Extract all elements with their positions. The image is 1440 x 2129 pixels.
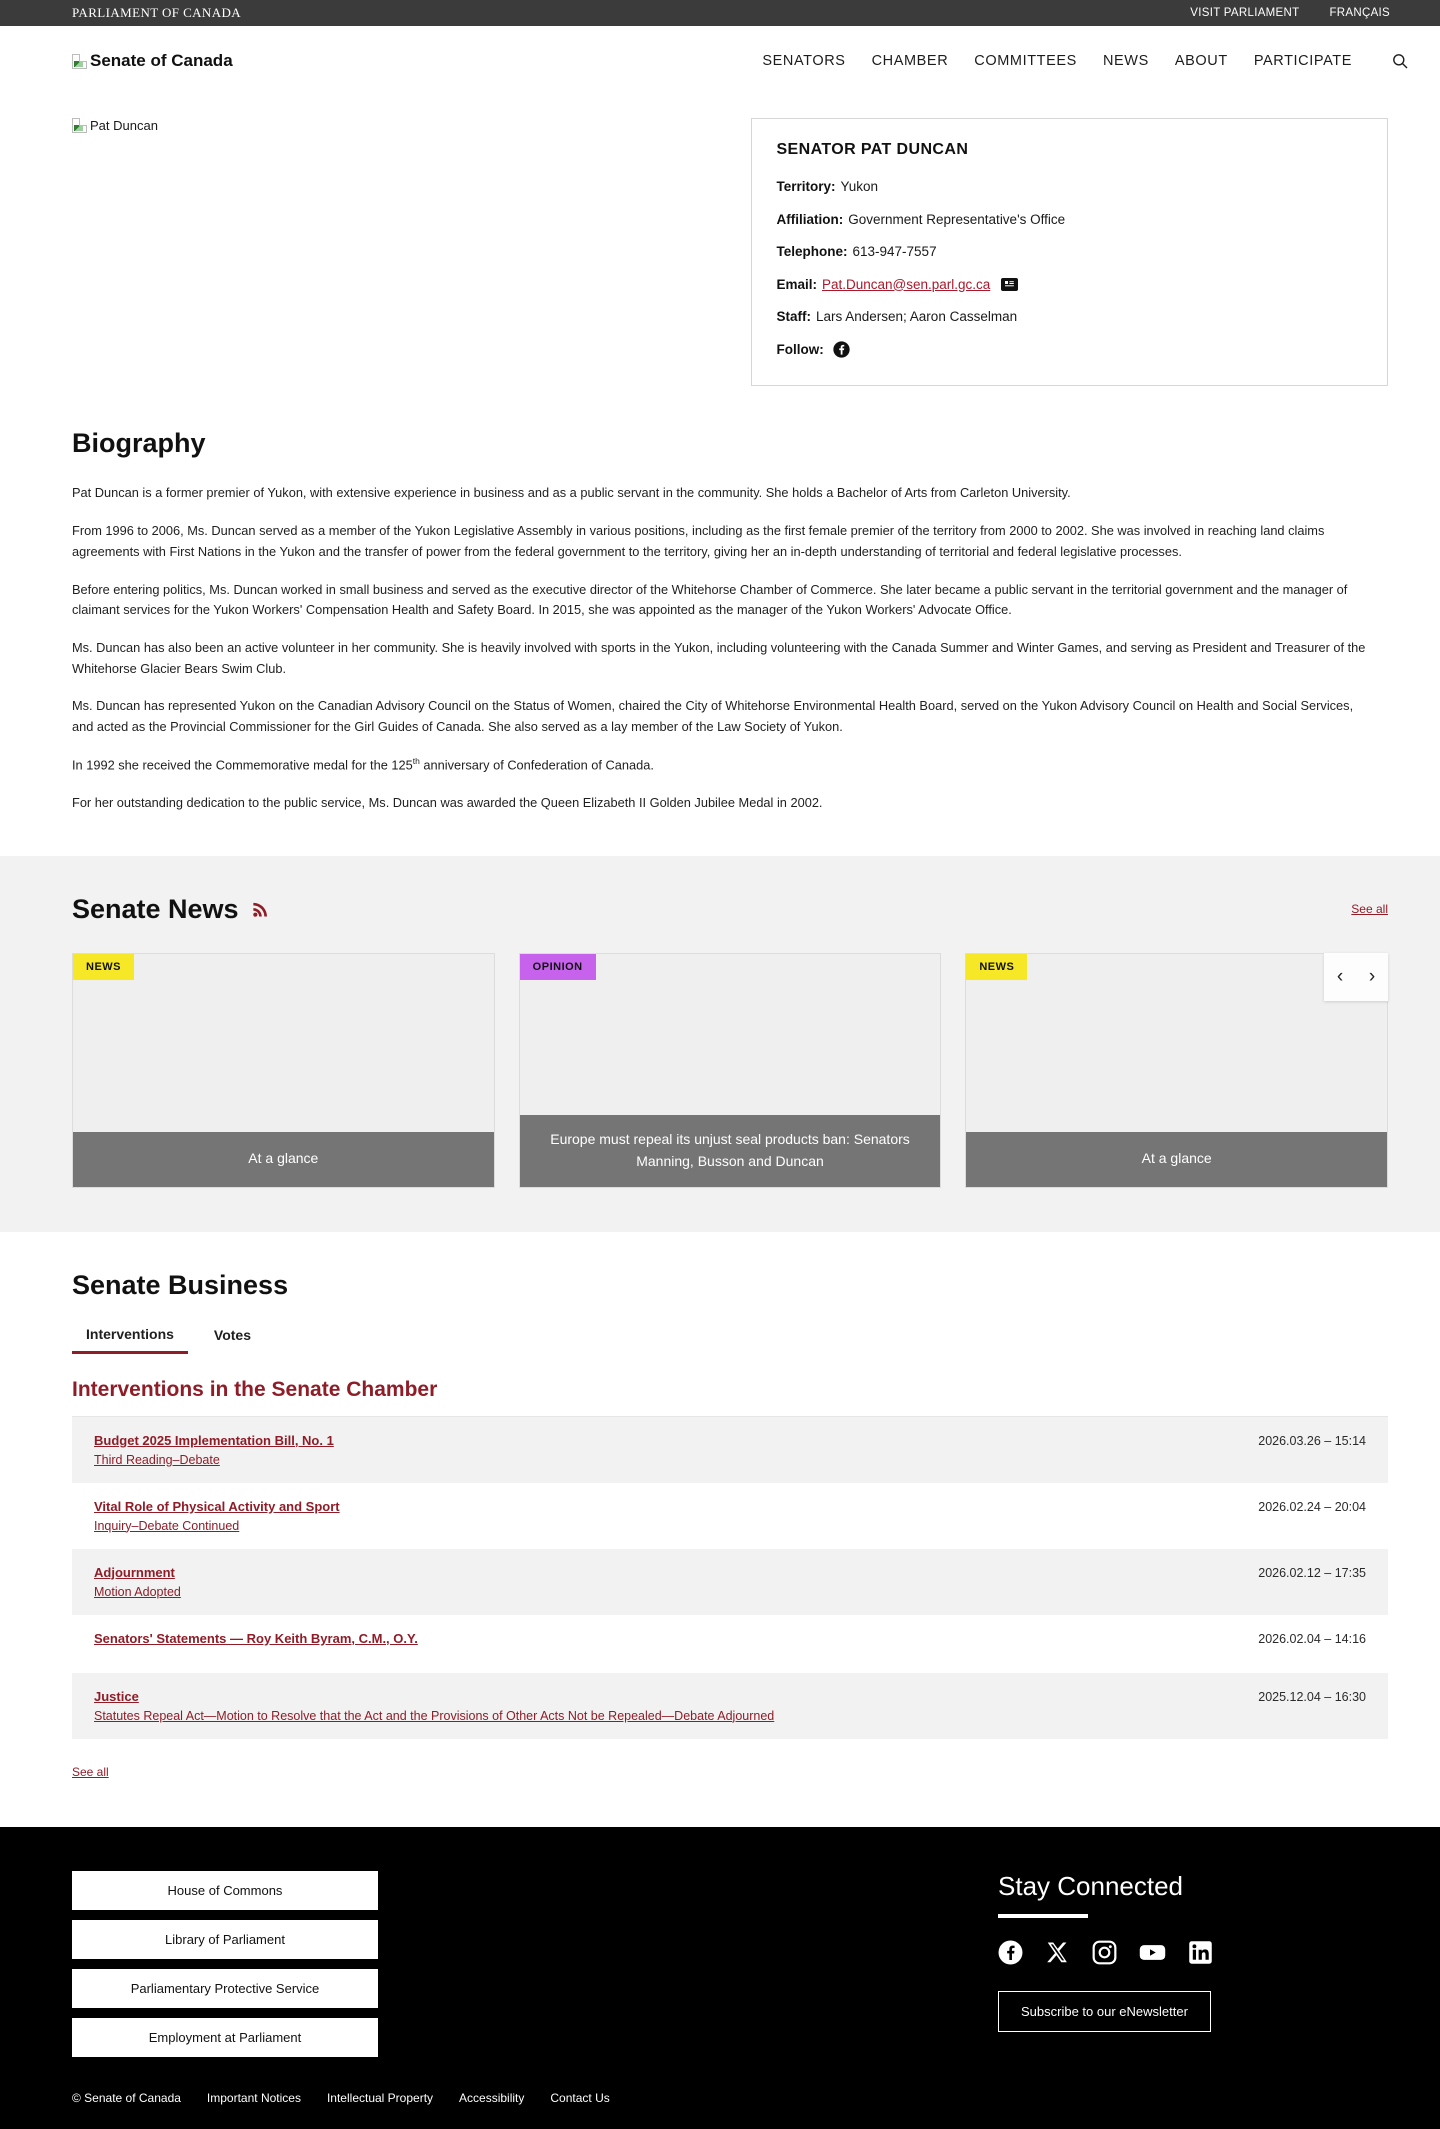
- nav-item-committees[interactable]: COMMITTEES: [974, 53, 1077, 69]
- news-carousel-controls: [1324, 953, 1388, 1001]
- table-row[interactable]: [72, 1615, 1388, 1673]
- biography-paragraph: Pat Duncan is a former premier of Yukon, with extensive experience in business and as a public servant in the community. She holds a Bachelor of Arts from Carleton University.: [72, 485, 1071, 501]
- utility-bar: [0, 0, 1440, 26]
- site-footer: [0, 1827, 1440, 2091]
- staff-value: Lars Andersen; Aaron Casselman: [815, 309, 1018, 325]
- senator-portrait: [72, 118, 711, 133]
- affiliation-label: Affiliation:: [776, 211, 844, 227]
- stay-connected-block: [998, 1871, 1388, 2057]
- site-header: [0, 26, 1440, 96]
- footer-link-intellectual-property[interactable]: Intellectual Property: [326, 2090, 434, 2105]
- card-badge: OPINION: [520, 954, 596, 980]
- staff-row: [776, 307, 1363, 327]
- intervention-date: 2026.02.04 – 14:16: [1258, 1631, 1366, 1646]
- intervention-title-link[interactable]: Vital Role of Physical Activity and Sport: [94, 1498, 340, 1514]
- card-caption: At a glance: [73, 1132, 494, 1187]
- interventions-subheading: Interventions in the Senate Chamber: [72, 1377, 438, 1401]
- news-card[interactable]: [72, 953, 495, 1188]
- interventions-list: [72, 1416, 1388, 1739]
- territory-row: [776, 177, 1363, 197]
- linkedin-icon[interactable]: [1188, 1940, 1213, 1965]
- nav-item-chamber[interactable]: CHAMBER: [871, 53, 949, 69]
- facebook-icon[interactable]: [833, 341, 850, 358]
- footer-link-library-of-parliament[interactable]: Library of Parliament: [72, 1920, 378, 1959]
- email-link[interactable]: Pat.Duncan@sen.parl.gc.ca: [822, 276, 991, 292]
- row-text-group: [94, 1689, 774, 1723]
- carousel-prev-button[interactable]: ‹: [1324, 953, 1356, 1001]
- nav-item-participate[interactable]: PARTICIPATE: [1253, 53, 1352, 69]
- footer-link-buttons: [72, 1871, 378, 2057]
- senator-portrait-column: [72, 118, 711, 133]
- footer-link-parliamentary-protective-service[interactable]: Parliamentary Protective Service: [72, 1969, 378, 2008]
- intervention-subtitle-link[interactable]: Statutes Repeal Act—Motion to Resolve that the Act and the Provisions of Other Acts Not be Repealed—Debate Adjourned: [94, 1708, 775, 1723]
- biography-heading: Biography: [72, 428, 206, 459]
- senator-hero: [0, 96, 1440, 416]
- rss-icon[interactable]: [251, 900, 270, 919]
- senate-logo-link[interactable]: [72, 51, 233, 71]
- intervention-title-link[interactable]: Budget 2025 Implementation Bill, No. 1: [94, 1432, 334, 1448]
- intervention-date: 2025.12.04 – 16:30: [1258, 1689, 1366, 1704]
- tab-votes[interactable]: Votes: [200, 1321, 265, 1354]
- card-caption: At a glance: [966, 1132, 1387, 1187]
- subscribe-newsletter-button[interactable]: Subscribe to our eNewsletter: [998, 1991, 1211, 2032]
- biography-paragraph: For her outstanding dedication to the public service, Ms. Duncan was awarded the Queen Elizabeth II Golden Jubilee Medal in 2002.: [72, 794, 823, 810]
- senate-business-section: [0, 1232, 1440, 1827]
- portrait-alt-text: Pat Duncan: [90, 118, 158, 133]
- intervention-subtitle-link[interactable]: Motion Adopted: [94, 1584, 181, 1599]
- row-text-group: [94, 1499, 340, 1533]
- card-badge: NEWS: [966, 954, 1027, 980]
- senate-news-header: [72, 894, 1388, 925]
- row-text-group: [94, 1433, 334, 1467]
- senate-business-heading: Senate Business: [72, 1269, 289, 1300]
- affiliation-row: [776, 210, 1363, 230]
- footer-link-house-of-commons[interactable]: House of Commons: [72, 1871, 378, 1910]
- news-card[interactable]: [519, 953, 942, 1188]
- intervention-title-link[interactable]: Adjournment: [94, 1564, 175, 1580]
- medal-ordinal-suffix: th: [412, 755, 420, 766]
- biography-paragraph: Ms. Duncan has represented Yukon on the Canadian Advisory Council on the Status of Women, chaired the City of Whitehorse Environmental Health Board, served on the Yukon Advisory Council on Health and Social Services, and acted as the Provincial Commissioner for the Girl Guides of Canada. She also served as a lay member of the Law Society of Yukon.: [72, 698, 1354, 735]
- medal-suffix-text: anniversary of Confederation of Canada.: [419, 757, 654, 773]
- logo-alt-text: Senate of Canada: [90, 51, 233, 70]
- footer-link-employment-at-parliament[interactable]: Employment at Parliament: [72, 2018, 378, 2057]
- senator-info-card: [751, 118, 1388, 386]
- territory-value: Yukon: [840, 179, 879, 194]
- follow-label: Follow:: [776, 341, 824, 357]
- carousel-next-button[interactable]: ›: [1356, 953, 1388, 1001]
- senate-news-heading: Senate News: [72, 893, 239, 924]
- table-row[interactable]: [72, 1673, 1388, 1739]
- table-row[interactable]: [72, 1549, 1388, 1615]
- biography-medal-paragraph: [72, 755, 1370, 776]
- facebook-icon[interactable]: [998, 1940, 1023, 1965]
- telephone-row: [776, 242, 1363, 262]
- table-row[interactable]: [72, 1483, 1388, 1549]
- follow-row: [776, 340, 1363, 360]
- affiliation-value: Government Representative's Office: [848, 211, 1066, 227]
- card-caption: Europe must repeal its unjust seal products ban: Senators Manning, Busson and Duncan: [520, 1115, 941, 1186]
- row-text-group: [94, 1565, 181, 1599]
- parliament-brand-label: PARLIAMENT OF CANADA: [72, 5, 242, 20]
- vcard-icon[interactable]: [1001, 278, 1018, 291]
- broken-image-icon: [72, 118, 87, 133]
- intervention-date: 2026.02.24 – 20:04: [1258, 1499, 1366, 1514]
- telephone-value: 613-947-7557: [852, 244, 937, 260]
- footer-link-important-notices[interactable]: Important Notices: [206, 2090, 301, 2105]
- intervention-title-link[interactable]: Justice: [94, 1688, 139, 1704]
- utility-links: [1190, 7, 1390, 19]
- intervention-subtitle-link[interactable]: Inquiry–Debate Continued: [94, 1518, 240, 1533]
- youtube-icon[interactable]: [1139, 1940, 1166, 1965]
- biography-paragraph: Before entering politics, Ms. Duncan worked in small business and served as the executive director of the Whitehorse Chamber of Commerce. She later became a public servant in the territorial government and the manager of claimant services for the Yukon Workers' Compensation Health and Safety Board. In 2015, she was appointed as the manager of the Yukon Workers' Advocate Office.: [72, 581, 1348, 618]
- nav-item-about[interactable]: ABOUT: [1174, 53, 1228, 69]
- medal-prefix-text: In 1992 she received the Commemorative medal for the 125: [72, 757, 413, 773]
- footer-link-accessibility[interactable]: Accessibility: [459, 2090, 525, 2105]
- business-see-all-link[interactable]: See all: [72, 1764, 109, 1779]
- footer-link-contact-us[interactable]: Contact Us: [550, 2090, 610, 2105]
- staff-label: Staff:: [776, 309, 811, 325]
- biography-section: [0, 416, 1440, 855]
- card-badge: NEWS: [73, 954, 134, 980]
- row-text-group: [94, 1631, 418, 1646]
- telephone-label: Telephone:: [776, 244, 848, 260]
- x-twitter-icon[interactable]: [1045, 1940, 1070, 1965]
- intervention-title-link[interactable]: Senators' Statements — Roy Keith Byram, C.M., O.Y.: [94, 1630, 418, 1646]
- francais-link[interactable]: FRANÇAIS: [1329, 7, 1390, 19]
- copyright-label: © Senate of Canada: [72, 2090, 181, 2105]
- nav-item-news[interactable]: NEWS: [1102, 53, 1149, 69]
- broken-image-icon: [72, 54, 87, 69]
- nav-item-senators[interactable]: SENATORS: [762, 53, 846, 69]
- table-row[interactable]: [72, 1417, 1388, 1483]
- card-thumbnail: [73, 954, 494, 1132]
- biography-paragraph: From 1996 to 2006, Ms. Duncan served as a member of the Yukon Legislative Assembly in various positions, including as the first female premier of the territory from 2000 to 2002. She was involved in reaching land claims agreements with First Nations in the Yukon and the transfer of power from the federal government to the territory, giving her an in-depth understanding of territorial and federal legislative processes.: [72, 523, 1325, 559]
- news-see-all-link[interactable]: See all: [1351, 902, 1388, 917]
- senate-news-section: [0, 856, 1440, 1232]
- stay-connected-heading: Stay Connected: [998, 1870, 1184, 1901]
- intervention-date: 2026.02.12 – 17:35: [1258, 1565, 1366, 1580]
- business-tabs: [72, 1321, 1388, 1354]
- social-links-row: [998, 1940, 1388, 1965]
- tab-interventions[interactable]: Interventions: [72, 1321, 188, 1354]
- stay-connected-divider: [998, 1914, 1088, 1918]
- news-card-grid: [72, 953, 1388, 1188]
- email-row: [776, 275, 1363, 295]
- footer-bottom-bar: [0, 2091, 1440, 2129]
- visit-parliament-link[interactable]: VISIT PARLIAMENT: [1190, 7, 1300, 19]
- search-icon[interactable]: [1390, 51, 1410, 71]
- territory-label: Territory:: [776, 179, 836, 194]
- intervention-subtitle-link[interactable]: Third Reading–Debate: [94, 1452, 220, 1467]
- biography-paragraph: Ms. Duncan has also been an active volunteer in her community. She is heavily involved with sports in the Yukon, including volunteering with the Canada Summer and Winter Games, and serving as President and Treasurer of the Whitehorse Glacier Bears Swim Club.: [72, 639, 1366, 676]
- main-navigation: [762, 51, 1410, 71]
- email-label: Email:: [776, 276, 817, 292]
- instagram-icon[interactable]: [1092, 1940, 1117, 1965]
- intervention-date: 2026.03.26 – 15:14: [1258, 1433, 1366, 1448]
- senator-name-heading: SENATOR PAT DUNCAN: [776, 141, 969, 158]
